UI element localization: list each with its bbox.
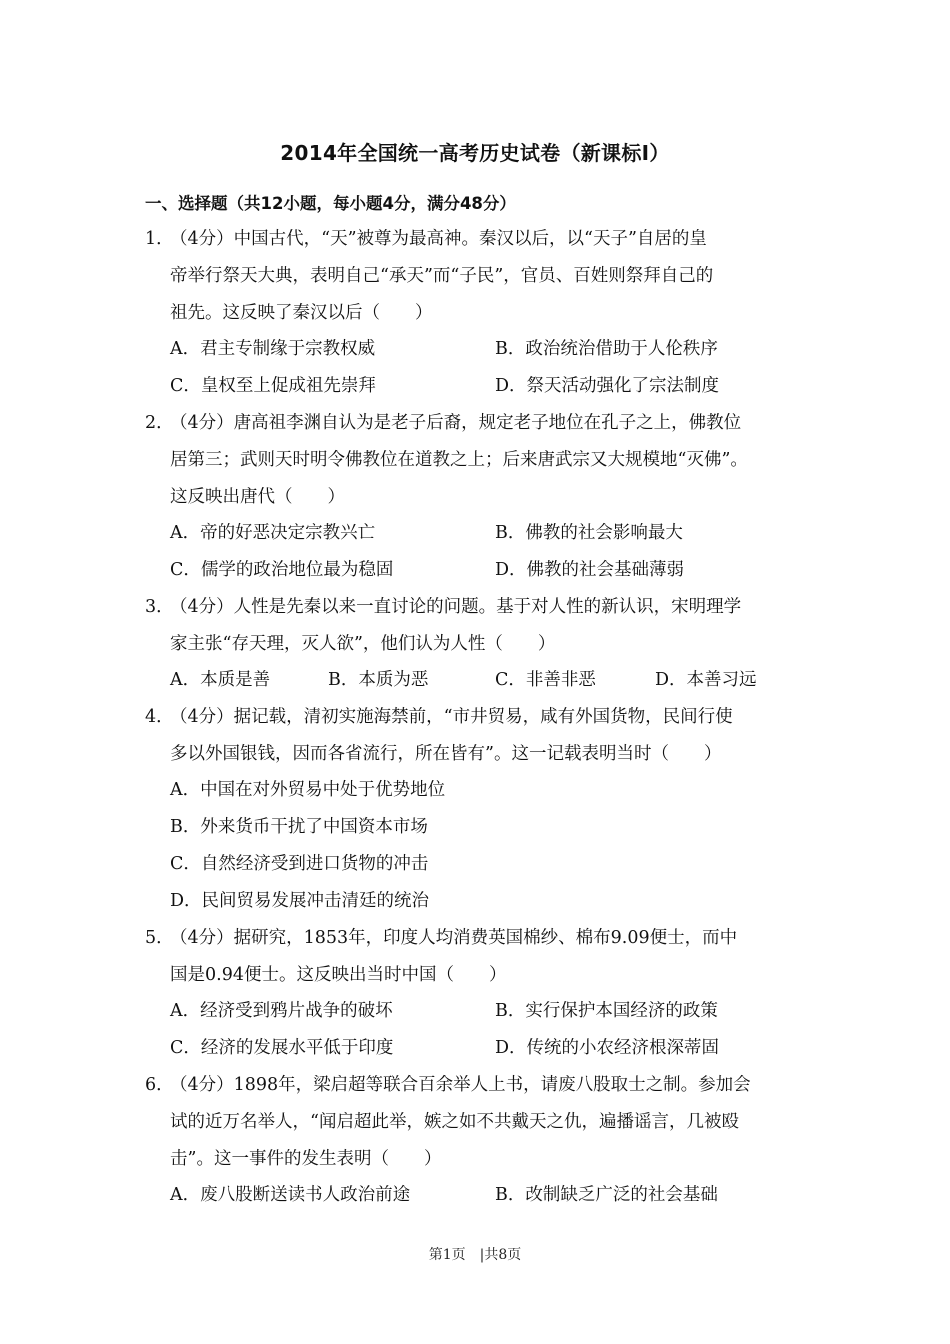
question-number: 4． [145, 707, 174, 727]
question-number: 2． [145, 413, 174, 433]
option-d: D．民间贸易发展冲击清廷的统治 [170, 891, 430, 911]
question-text-line: 家主张“存天理，灭人欲”，他们认为人性（ ） [170, 634, 556, 654]
option-b: B．本质为恶 [328, 670, 429, 690]
option-a: A．帝的好恶决定宗教兴亡 [170, 523, 376, 543]
question-text-line: （4分）中国古代，“天”被尊为最高神。秦汉以后，以“天子”自居的皇 [170, 229, 707, 249]
option-b: B．佛教的社会影响最大 [495, 523, 683, 543]
question-text-line: 居第三；武则天时明令佛教位在道教之上；后来唐武宗又大规模地“灭佛”。 [170, 450, 748, 470]
question-text-line: 试的近万名举人，“闻启超此举，嫉之如不共戴天之仇，遍播谣言，几被殴 [170, 1112, 739, 1132]
question-text-line: 多以外国银钱，因而各省流行，所在皆有”。这一记载表明当时（ ） [170, 744, 722, 764]
option-c: C．经济的发展水平低于印度 [170, 1038, 394, 1058]
question-number: 6． [145, 1075, 174, 1095]
option-a: A．中国在对外贸易中处于优势地位 [170, 780, 446, 800]
question-text-line: （4分）据研究，1853年，印度人均消费英国棉纱、棉布9.09便士，而中 [170, 928, 738, 948]
option-a: A．经济受到鸦片战争的破坏 [170, 1001, 393, 1021]
option-a: A．本质是善 [170, 670, 271, 690]
option-d: D．佛教的社会基础薄弱 [495, 560, 685, 580]
question-text-line: 帝举行祭天大典，表明自己“承天”而“子民”，官员、百姓则祭拜自己的 [170, 266, 714, 286]
option-d: D．传统的小农经济根深蒂固 [495, 1038, 720, 1058]
option-d: D．本善习远 [655, 670, 757, 690]
question-number: 1． [145, 229, 174, 249]
option-b: B．实行保护本国经济的政策 [495, 1001, 718, 1021]
question-number: 5． [145, 928, 174, 948]
option-b: B．外来货币干扰了中国资本市场 [170, 817, 428, 837]
option-c: C．皇权至上促成祖先崇拜 [170, 376, 376, 396]
question-text-line: （4分）唐高祖李渊自认为是老子后裔，规定老子地位在孔子之上，佛教位 [170, 413, 742, 433]
option-a: A．君主专制缘于宗教权威 [170, 339, 376, 359]
option-d: D．祭天活动强化了宗法制度 [495, 376, 720, 396]
option-a: A．废八股断送读书人政治前途 [170, 1185, 411, 1205]
page-footer: 第1页 |共8页 [428, 1247, 522, 1263]
question-text-line: （4分）人性是先秦以来一直讨论的问题。基于对人性的新认识，宋明理学 [170, 597, 742, 617]
option-b: B．改制缺乏广泛的社会基础 [495, 1185, 718, 1205]
question-text-line: 国是0.94便士。这反映出当时中国（ ） [170, 965, 507, 985]
question-text-line: 击”。这一事件的发生表明（ ） [170, 1149, 442, 1169]
question-text-line: （4分）据记载，清初实施海禁前，“市井贸易，咸有外国货物，民间行使 [170, 707, 733, 727]
question-text-line: 祖先。这反映了秦汉以后（ ） [170, 303, 433, 323]
option-c: C．儒学的政治地位最为稳固 [170, 560, 394, 580]
question-text-line: （4分）1898年，梁启超等联合百余举人上书，请废八股取士之制。参加会 [170, 1075, 751, 1095]
section-heading: 一、选择题（共12小题，每小题4分，满分48分） [145, 194, 516, 213]
question-text-line: 这反映出唐代（ ） [170, 487, 345, 507]
question-number: 3． [145, 597, 174, 617]
exam-title: 2014年全国统一高考历史试卷（新课标Ⅰ） [280, 141, 670, 165]
option-c: C．自然经济受到进口货物的冲击 [170, 854, 429, 874]
option-c: C．非善非恶 [495, 670, 596, 690]
option-b: B．政治统治借助于人伦秩序 [495, 339, 718, 359]
